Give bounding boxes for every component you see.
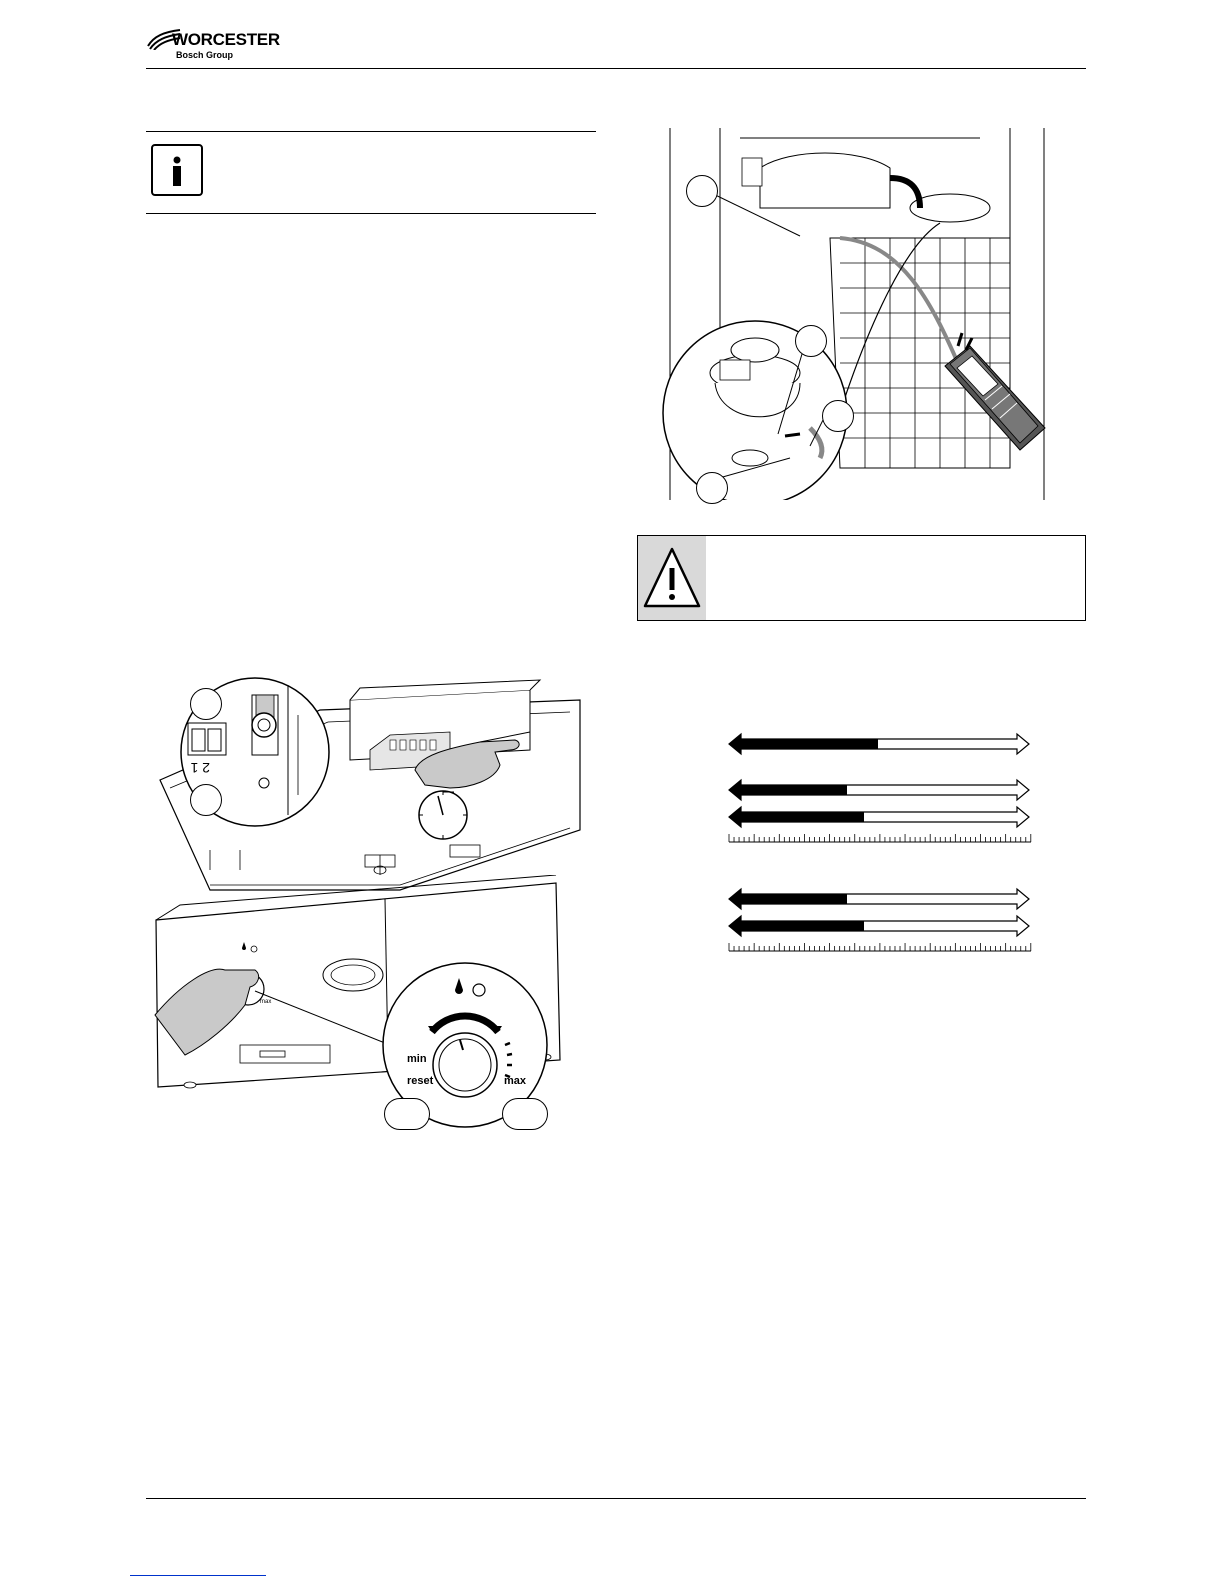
knob-min-label: min	[407, 1053, 427, 1065]
bar-4	[729, 889, 1029, 909]
svg-text:max: max	[260, 999, 272, 1005]
callout-4	[502, 1098, 548, 1130]
warning-side-panel	[638, 536, 706, 620]
header-rule	[146, 68, 1086, 69]
bar-scale-diagram	[725, 725, 1040, 960]
callout-1	[190, 688, 222, 720]
tick-scale-1	[729, 834, 1031, 842]
boiler-illustration	[660, 128, 1050, 500]
callout-3	[384, 1098, 430, 1130]
svg-text:2 1: 2 1	[190, 760, 210, 776]
callout-5	[686, 175, 718, 207]
knob-reset-label: reset	[407, 1075, 434, 1087]
callout-8	[696, 472, 728, 504]
callout-6	[795, 325, 827, 357]
knob-max-label: max	[504, 1075, 527, 1087]
info-icon	[151, 144, 203, 196]
brand-name: WORCESTER	[172, 30, 280, 49]
bar-3	[729, 807, 1029, 827]
warning-note	[637, 535, 1086, 621]
callout-2	[190, 784, 222, 816]
warning-triangle-icon	[638, 536, 706, 620]
brand-group: Bosch Group	[176, 50, 234, 60]
bar-5	[729, 916, 1029, 936]
tick-scale-2	[729, 943, 1031, 951]
bar-2	[729, 780, 1029, 800]
bar-1	[729, 734, 1029, 754]
timer-icon	[419, 791, 467, 839]
info-top-rule	[146, 131, 596, 132]
info-bottom-rule	[146, 213, 596, 214]
footer-link-underline[interactable]	[130, 1575, 266, 1576]
callout-7	[822, 400, 854, 432]
footer-rule	[146, 1498, 1086, 1499]
